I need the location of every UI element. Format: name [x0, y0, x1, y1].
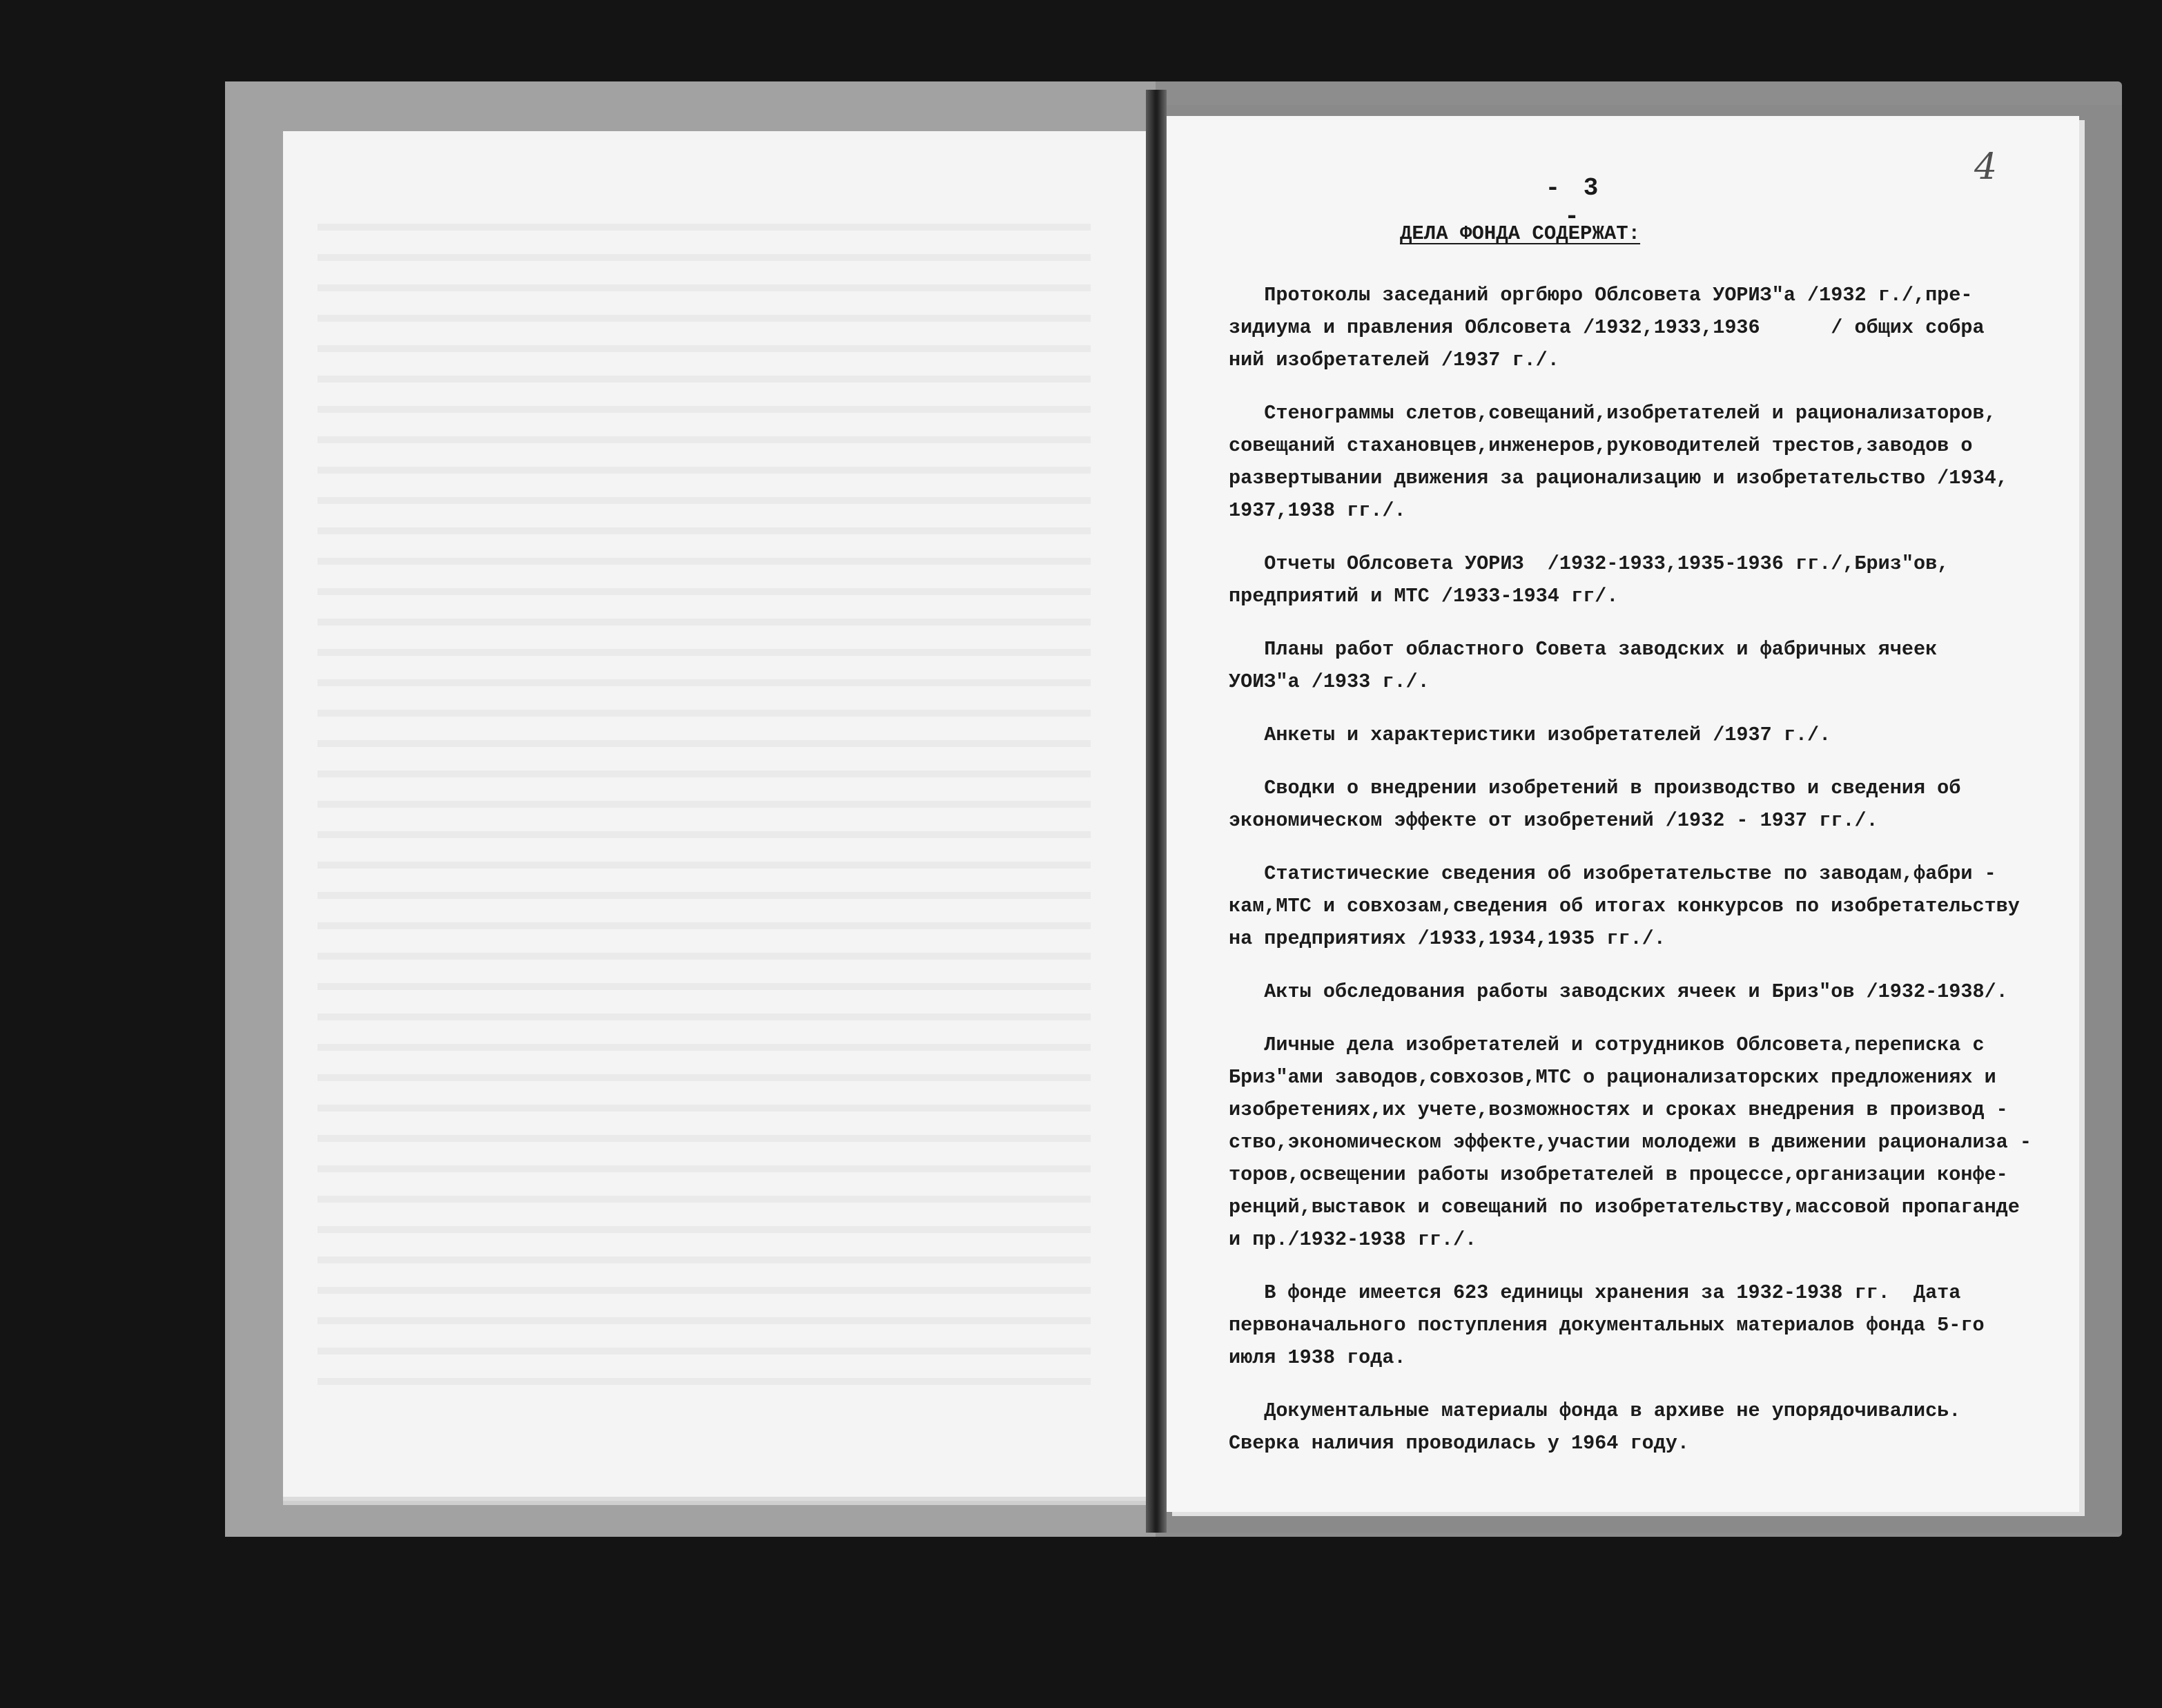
- book-spine: [1146, 90, 1167, 1533]
- text-line: предприятий и МТС /1933-1934 гг/.: [1229, 585, 1619, 608]
- text-line: ренций,выставок и совещаний по изобретательству,массовой пропаганде: [1229, 1196, 2020, 1219]
- text-line: Анкеты и характеристики изобретателей /1937 г./.: [1229, 724, 1831, 746]
- text-line: 1937,1938 гг./.: [1229, 499, 1406, 522]
- text-line: УОИЗ"а /1933 г./.: [1229, 670, 1430, 693]
- text-line: Личные дела изобретателей и сотрудников Облсовета,переписка с: [1229, 1033, 1985, 1056]
- page-number: - 3 -: [1545, 174, 1603, 231]
- text-line: зидиума и правления Облсовета /1932,1933,1936 / общих собра: [1229, 316, 1985, 339]
- paragraph: [1229, 976, 2057, 1008]
- text-line: кам,МТС и совхозам,сведения об итогах конкурсов по изобретательству: [1229, 895, 2020, 918]
- text-line: первоначального поступления документальных материалов фонда 5-го: [1229, 1314, 1985, 1337]
- paragraph: [1229, 633, 2057, 698]
- text-line: экономическом эффекте от изобретений /1932 - 1937 гг./.: [1229, 809, 1878, 832]
- text-line: ство,экономическом эффекте,участии молодежи в движении рационализа -: [1229, 1131, 2032, 1154]
- document-body: [1229, 279, 2057, 1480]
- paragraph: [1229, 772, 2057, 837]
- paragraph: [1229, 397, 2057, 527]
- text-line: Планы работ областного Совета заводских и фабричных ячеек: [1229, 638, 1938, 661]
- text-line: Стенограммы слетов,совещаний,изобретателей и рационализаторов,: [1229, 402, 1996, 425]
- text-line: Акты обследования работы заводских ячеек и Бриз"ов /1932-1938/.: [1229, 980, 2008, 1003]
- text-line: торов,освещении работы изобретателей в процессе,организации конфе-: [1229, 1163, 2008, 1186]
- bleed-through-text: [318, 200, 1091, 1408]
- handwritten-sheet-number: 4: [1974, 146, 1998, 188]
- paragraph: [1229, 857, 2057, 955]
- text-line: Отчеты Облсовета УОРИЗ /1932-1933,1935-1936 гг./,Бриз"ов,: [1229, 552, 1949, 575]
- text-line: Документальные материалы фонда в архиве не упорядочивались.: [1229, 1399, 1961, 1422]
- paragraph: [1229, 1029, 2057, 1256]
- text-line: и пр./1932-1938 гг./.: [1229, 1228, 1477, 1251]
- paragraph: [1229, 279, 2057, 376]
- text-line: Бриз"ами заводов,совхозов,МТС о рационализаторских предложениях и: [1229, 1066, 1996, 1089]
- text-line: июля 1938 года.: [1229, 1346, 1406, 1369]
- text-line: на предприятиях /1933,1934,1935 гг./.: [1229, 927, 1666, 950]
- text-line: Статистические сведения об изобретательстве по заводам,фабри -: [1229, 862, 1996, 885]
- text-line: развертывании движения за рационализацию и изобретательство /1934,: [1229, 467, 2008, 489]
- paragraph: [1229, 1277, 2057, 1374]
- text-line: совещаний стахановцев,инженеров,руководителей трестов,заводов о: [1229, 434, 1973, 457]
- paragraph: [1229, 547, 2057, 612]
- text-line: ний изобретателей /1937 г./.: [1229, 349, 1559, 371]
- paragraph: [1229, 719, 2057, 751]
- text-line: В фонде имеется 623 единицы хранения за 1932-1938 гг. Дата: [1229, 1281, 1961, 1304]
- section-heading: ДЕЛА ФОНДА СОДЕРЖАТ:: [1400, 222, 1641, 245]
- text-line: Сводки о внедрении изобретений в производство и сведения об: [1229, 777, 1961, 799]
- text-line: Сверка наличия проводилась у 1964 году.: [1229, 1432, 1690, 1455]
- paragraph: [1229, 1395, 2057, 1459]
- text-line: Протоколы заседаний оргбюро Облсовета УОРИЗ"а /1932 г./,пре-: [1229, 284, 1973, 307]
- text-line: изобретениях,их учете,возможностях и сроках внедрения в производ -: [1229, 1098, 2008, 1121]
